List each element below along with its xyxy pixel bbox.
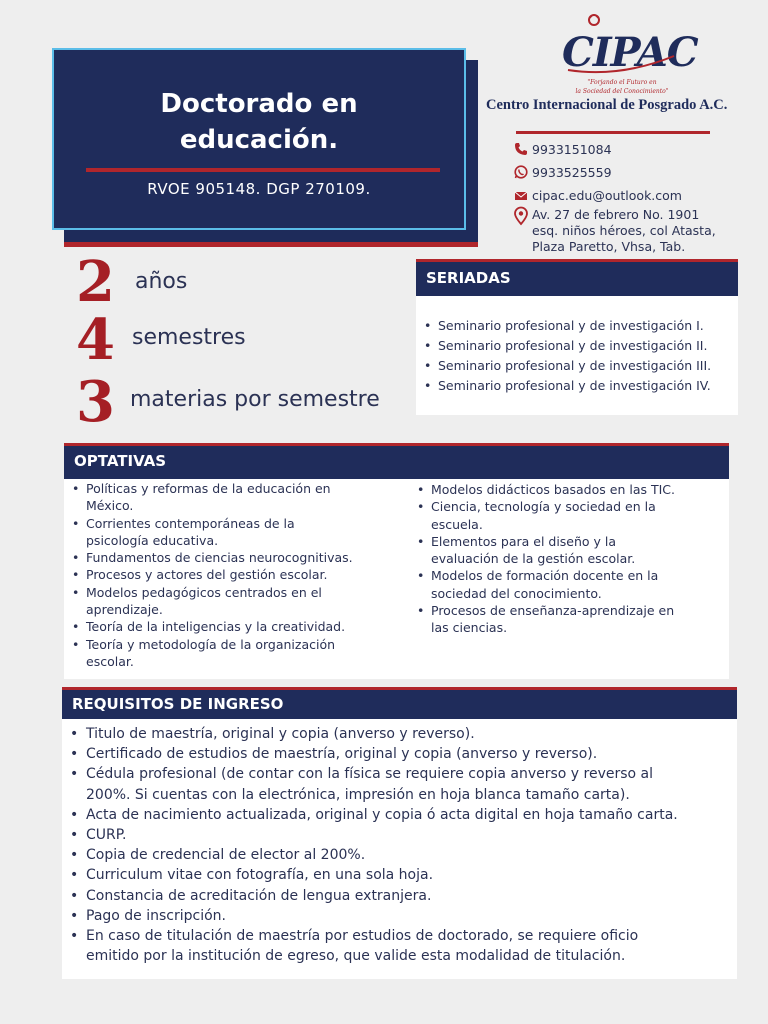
title-line-1: Doctorado en xyxy=(160,89,358,119)
address-line-2: esq. niños héroes, col Atasta, xyxy=(532,223,716,238)
requisitos-panel xyxy=(62,687,737,979)
list-item: • Cédula profesional (de contar con la física se requiere copia anverso y reverso al 200%. Si cuentas con la electrónica, impresión en hoja blanca tamaño carta). xyxy=(62,764,737,804)
list-item: • Titulo de maestría, original y copia (anverso y reverso). xyxy=(62,724,737,744)
seriadas-heading: SERIADAS xyxy=(416,259,738,296)
institution-name: Centro Internacional de Posgrado A.C. xyxy=(486,97,728,113)
title-card xyxy=(52,48,466,230)
list-item: • Modelos didácticos basados en las TIC. xyxy=(409,481,719,498)
list-item: • CURP. xyxy=(62,825,737,845)
optativas-heading: OPTATIVAS xyxy=(64,443,729,479)
page-title xyxy=(54,86,464,158)
stat-years-label: años xyxy=(135,269,188,294)
list-item: • Políticas y reformas de la educación en México. xyxy=(64,480,404,515)
list-item: • Modelos pedagógicos centrados en el aprendizaje. xyxy=(64,584,404,619)
list-item: • Pago de inscripción. xyxy=(62,906,737,926)
cipac-logo xyxy=(560,8,698,96)
contact-divider xyxy=(516,131,710,134)
title-line-2: educación. xyxy=(179,125,339,155)
whatsapp-number[interactable]: 9933525559 xyxy=(532,165,612,180)
list-item: • Seminario profesional y de investigación IV. xyxy=(416,376,738,396)
list-item: • Acta de nacimiento actualizada, original y copia ó acta digital en hoja tamaño carta. xyxy=(62,805,737,825)
whatsapp-icon xyxy=(514,165,530,179)
list-item: • Seminario profesional y de investigación II. xyxy=(416,336,738,356)
list-item: • Certificado de estudios de maestría, original y copia (anverso y reverso). xyxy=(62,744,737,764)
seriadas-panel xyxy=(416,259,738,415)
optativas-list-right xyxy=(409,481,719,637)
list-item: • Seminario profesional y de investigación I. xyxy=(416,316,738,336)
stat-years-number: 2 xyxy=(76,249,115,315)
list-item: • Procesos y actores del gestión escolar. xyxy=(64,566,404,583)
stat-subjects-label: materias por semestre xyxy=(130,387,380,412)
list-item: • Ciencia, tecnología y sociedad en la escuela. xyxy=(409,498,719,533)
requisitos-heading: REQUISITOS DE INGRESO xyxy=(62,687,737,719)
address-line-3: Plaza Paretto, Vhsa, Tab. xyxy=(532,239,686,254)
stat-semesters-label: semestres xyxy=(132,325,246,350)
optativas-list-left xyxy=(64,480,404,670)
list-item: • Curriculum vitae con fotografía, en una sola hoja. xyxy=(62,865,737,885)
seriadas-list xyxy=(416,316,738,396)
location-pin-icon xyxy=(514,207,530,225)
optativas-panel xyxy=(64,443,729,679)
list-item: • Teoría y metodología de la organización escolar. xyxy=(64,636,404,671)
list-item: • En caso de titulación de maestría por estudios de doctorado, se requiere oficio emitido por la institución de egreso, que valide esta modalidad de titulación. xyxy=(62,926,737,966)
email-icon xyxy=(514,188,530,202)
contact-address xyxy=(514,207,716,255)
title-subtitle: RVOE 905148. DGP 270109. xyxy=(147,180,371,198)
list-item: • Fundamentos de ciencias neurocognitivas. xyxy=(64,549,404,566)
list-item: • Copia de credencial de elector al 200%. xyxy=(62,845,737,865)
list-item: • Seminario profesional y de investigación III. xyxy=(416,356,738,376)
list-item: • Elementos para el diseño y la evaluación de la gestión escolar. xyxy=(409,533,719,568)
contact-whatsapp xyxy=(514,165,612,180)
title-divider xyxy=(86,168,440,172)
logo-brand: CIPAC xyxy=(562,29,698,76)
phone-icon xyxy=(514,142,530,156)
stat-subjects-number: 3 xyxy=(76,369,115,435)
list-item: • Corrientes contemporáneas de la psicología educativa. xyxy=(64,515,404,550)
logo-tagline-2: la Sociedad del Conocimiento" xyxy=(575,88,669,95)
list-item: • Constancia de acreditación de lengua extranjera. xyxy=(62,886,737,906)
phone-number[interactable]: 9933151084 xyxy=(532,142,612,157)
email-address[interactable]: cipac.edu@outlook.com xyxy=(532,188,682,203)
list-item: • Procesos de enseñanza-aprendizaje en las ciencias. xyxy=(409,602,719,637)
requisitos-list xyxy=(62,724,737,966)
contact-email xyxy=(514,188,682,203)
list-item: • Teoría de la inteligencias y la creatividad. xyxy=(64,618,404,635)
logo-tagline-1: "Forjando el Futuro en xyxy=(587,79,657,86)
contact-phone xyxy=(514,142,612,157)
list-item: • Modelos de formación docente en la sociedad del conocimiento. xyxy=(409,567,719,602)
address-line-1: Av. 27 de febrero No. 1901 xyxy=(532,207,700,222)
stat-semesters-number: 4 xyxy=(76,307,115,373)
